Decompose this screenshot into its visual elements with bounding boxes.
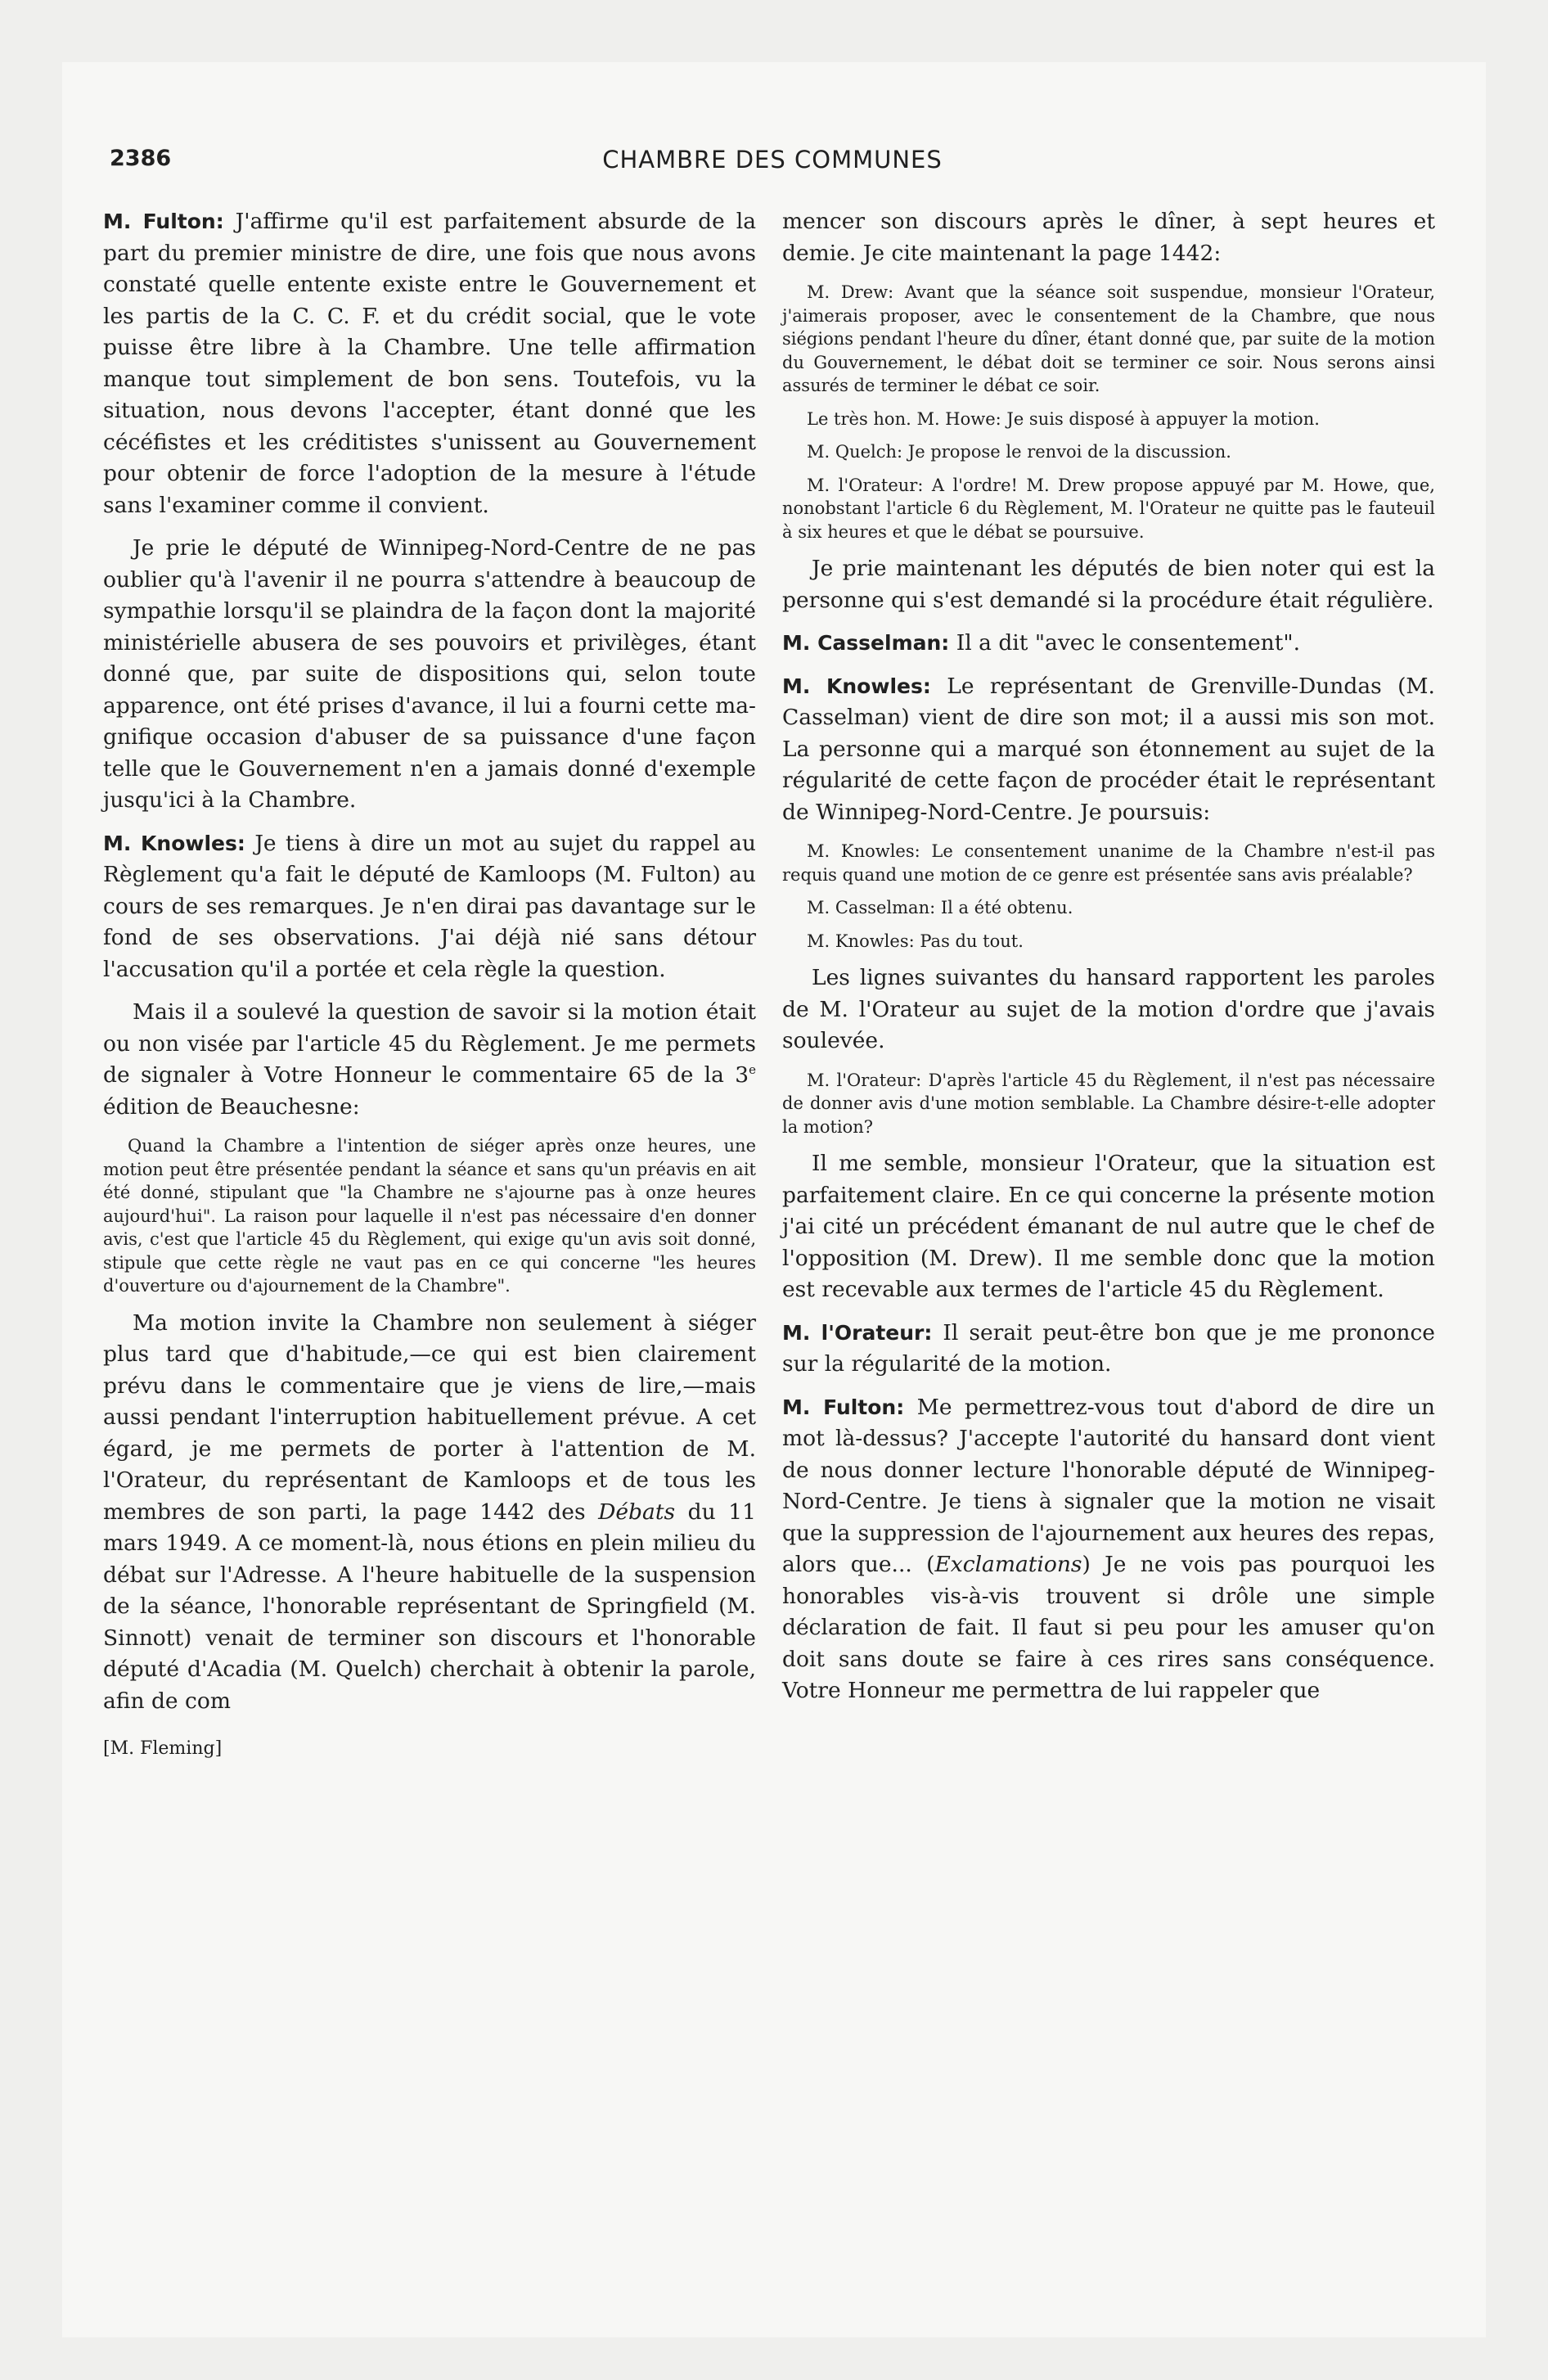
paragraph: Les lignes suivantes du hansard rapportent les paroles de M. l'Orateur au sujet de la motion d'ordre que j'avais soulevée. — [782, 965, 1435, 1053]
paragraph — [103, 206, 756, 521]
block-quote: M. Knowles: Pas du tout. — [807, 931, 1024, 951]
block-quote: M. Drew: Avant que la séance soit suspendue, monsieur l'Orateur, j'aimerais proposer, avec le consentement de la Chambre, que nous siégions pendant l'heure du dîner, étant donné que, par suite de la motion du Gouvernement, le débat doit se terminer ce soir. Nous serons ainsi assurés de terminer le débat ce soir. — [782, 282, 1435, 395]
speaker-name: M. Fulton: — [782, 1395, 905, 1419]
paragraph — [782, 671, 1435, 829]
paragraph — [782, 1392, 1435, 1707]
page-number: 2386 — [110, 146, 172, 171]
paragraph — [103, 1308, 756, 1718]
paragraph-text: Le représentant de Grenville-Dundas (M. Casselman) vient de dire son mot; il a aussi mis son mot. La personne qui a marqué son étonnement au sujet de la régularité de cette façon de procéder était le représentant de Winnipeg-Nord-Centre. Je poursuis: — [782, 673, 1435, 825]
speaker-name: M. Knowles: — [782, 674, 931, 698]
paragraph: Je prie maintenant les députés de bien noter qui est la personne qui s'est demandé si la procédure était régulière. — [782, 556, 1435, 613]
paragraph-text: Me permettrez-vous tout d'abord de dire un mot là-dessus? J'accepte l'autorité du hansard dont vient de nous donner lecture l'honorable député de Winnipeg-Nord-Centre. Je tiens à signaler que la motion ne visait que la suppression de l'ajournement aux heures des repas, alors que... ( — [782, 1394, 1435, 1577]
paragraph — [103, 997, 756, 1123]
paragraph: Je prie le député de Winnipeg-Nord-Centre de ne pas oublier qu'à l'avenir il ne pourra s'attendre à beaucoup de sympathie lorsqu'il se plaindra de la façon dont la majorité ministérielle abusera de ses pouvoirs et privilèges, étant donné que, par suite de dispositions qui, selon toute apparence, ont été prises d'avance, il lui a fourni cette magnifique occasion d'abuser de sa puissance d'une façon telle que le Gouvernement n'en a jamais donné d'exemple jusqu'ici à la Chambre. — [103, 535, 756, 813]
block-quote: M. Knowles: Le consentement unanime de la Chambre n'est-il pas requis quand une motion de ce genre est présentée sans avis préalable? — [782, 841, 1435, 885]
speaker-name: M. Knowles: — [103, 831, 245, 855]
paragraph: Il me semble, monsieur l'Orateur, que la situation est parfaitement claire. En ce qui concerne la présente motion j'ai cité un précédent émanant de nul autre que le chef de l'opposition (M. Drew). Il me semble donc que la motion est recevable aux termes de l'article 45 du Règlement. — [782, 1151, 1435, 1302]
right-column — [782, 206, 1435, 1719]
block-quote: M. l'Orateur: D'après l'article 45 du Règlement, il n'est pas nécessaire de donner avis d'une motion semblable. La Chambre désire-t-elle adopter la motion? — [782, 1070, 1435, 1137]
italic-text: Exclamations — [934, 1552, 1082, 1577]
paragraph-text: ) Je ne vois pas pourquoi les honorables vis-à-vis trouvent si drôle une simple déclaration de fait. Il faut si peu pour les amuser qu'on doit sans doute se faire à ces rires sans conséquence. Votre Honneur me permettra de lui rappeler que — [782, 1552, 1435, 1703]
paragraph-text: Ma motion invite la Chambre non seulement à siéger plus tard que d'habitude,—ce qui est bien clairement prévu dans le commentaire que je viens de lire,—mais aussi pendant l'interruption habituellement prévue. A cet égard, je me permets de porter à l'attention de M. l'Orateur, du représentant de Kamloops et de tous les membres de son parti, la page 1442 des — [103, 1309, 756, 1525]
paragraph-text: J'affirme qu'il est parfaitement absurde de la part du premier ministre de dire, une fois que nous avons constaté quelle entente existe entre le Gouvernement et les partis de la C. C. F. et du crédit social, que le vote puisse être libre à la Chambre. Une telle affirmation manque tout simplement de bon sens. Toutefois, vu la situation, nous devons l'accepter, étant donné que les cécéfistes et les créditistes s'unissent au Gouvernement pour obtenir de force l'adoption de la mesure à l'étude sans l'examiner comme il convient. — [103, 209, 756, 518]
left-column — [103, 206, 756, 1765]
paragraph-text: du 11 mars 1949. A ce moment-là, nous étions en plein milieu du débat sur l'Adresse. A l'heure habituelle de la suspension de la séance, l'honorable représentant de Springfield (M. Sinnott) venait de terminer son discours et l'honorable député d'Acadia (M. Quelch) cherchait à obtenir la parole, afin de com — [103, 1499, 756, 1714]
block-quote: M. Casselman: Il a été obtenu. — [807, 898, 1073, 917]
running-head: CHAMBRE DES COMMUNES — [602, 146, 943, 174]
block-quote: M. Quelch: Je propose le renvoi de la discussion. — [807, 442, 1231, 462]
paragraph-text: Je tiens à dire un mot au sujet du rappel au Règlement qu'a fait le député de Kamloops (M. Fulton) au cours de ses remarques. Je n'en dirai pas davantage sur le fond de ses observations. J'ai déjà nié sans détour l'accusation qu'il a portée et cela règle la question. — [103, 830, 756, 982]
page-header — [110, 146, 1435, 178]
paragraph — [103, 828, 756, 986]
paragraph — [782, 1318, 1435, 1381]
paragraph-text: Il a dit "avec le consentement". — [956, 630, 1301, 656]
paragraph: mencer son discours après le dîner, à sept heures et demie. Je cite maintenant la page 1442: — [782, 209, 1435, 266]
speaker-name: M. Casselman: — [782, 631, 950, 655]
speaker-name: M. l'Orateur: — [782, 1320, 933, 1345]
italic-title: Débats — [598, 1499, 676, 1525]
paragraph-text: édition de Beauchesne: — [103, 1093, 360, 1120]
speaker-name: M. Fulton: — [103, 210, 224, 233]
paragraph — [782, 628, 1435, 660]
superscript: e — [749, 1062, 756, 1078]
paragraph-text: Il serait peut-être bon que je me prononce sur la régularité de la motion. — [782, 1319, 1435, 1377]
block-quote: Le très hon. M. Howe: Je suis disposé à appuyer la motion. — [807, 408, 1320, 429]
block-quote: Quand la Chambre a l'intention de siéger après onze heures, une motion peut être présentée pendant la séance et sans qu'un préavis en ait été donné, stipulant que "la Chambre ne s'ajourne pas à onze heures aujourd'hui". La raison pour laquelle il n'est pas nécessaire d'en donner avis, c'est que l'article 45 du Règlement, qui exige qu'un avis soit donné, stipule que cette règle ne vaut pas en ce qui concerne "les heures d'ouverture ou d'ajournement de la Chambre". — [103, 1136, 756, 1296]
footer-note: [M. Fleming] — [103, 1738, 223, 1759]
block-quote: M. l'Orateur: A l'ordre! M. Drew propose appuyé par M. Howe, que, nonobstant l'article 6 du Règlement, M. l'Orateur ne quitte pas le fauteuil à six heures et que le débat se poursuive. — [782, 475, 1435, 542]
paragraph-text: Mais il a soulevé la question de savoir si la motion était ou non visée par l'article 45 du Règlement. Je me permets de signaler à Votre Honneur le commentaire 65 de la 3 — [103, 999, 756, 1088]
